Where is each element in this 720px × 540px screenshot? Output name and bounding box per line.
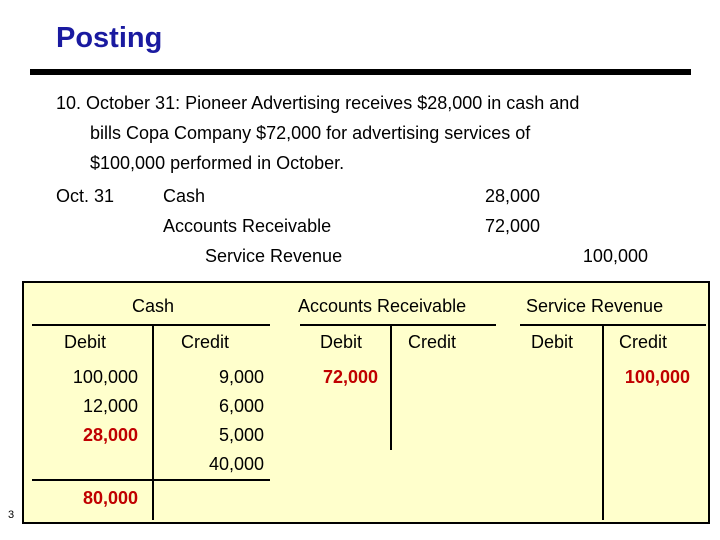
cash-debit-2: 12,000 <box>82 396 138 416</box>
je-date: Oct. 31 <box>56 186 115 206</box>
ar-t-bar <box>300 324 496 326</box>
problem-line-2: bills Copa Company $72,000 for advertising services of <box>90 123 531 143</box>
cash-debit-label: Debit <box>64 332 107 352</box>
t-accounts-panel <box>22 281 710 524</box>
je-debit-1: 28,000 <box>484 186 540 206</box>
ar-debit-label: Debit <box>320 332 363 352</box>
ar-t-stem <box>390 324 392 450</box>
cash-credit-2: 6,000 <box>218 396 264 416</box>
problem-line-3: $100,000 performed in October. <box>90 153 345 173</box>
cash-balance: 80,000 <box>82 488 138 508</box>
cash-t-bar <box>32 324 270 326</box>
sr-debit-label: Debit <box>531 332 574 352</box>
cash-debit-3-posted: 28,000 <box>82 425 138 445</box>
sr-credit-1-posted: 100,000 <box>624 367 690 387</box>
cash-credit-3: 5,000 <box>218 425 264 445</box>
cash-credit-4: 40,000 <box>208 454 264 474</box>
cash-credit-1: 9,000 <box>218 367 264 387</box>
cash-debit-1: 100,000 <box>72 367 138 387</box>
title-rule <box>30 69 691 75</box>
ar-credit-label: Credit <box>408 332 457 352</box>
sr-t-stem <box>602 324 604 520</box>
problem-statement <box>56 88 579 178</box>
je-account-2: Accounts Receivable <box>163 216 332 236</box>
cash-t-stem <box>152 324 154 520</box>
slide-title: Posting <box>56 22 163 54</box>
je-account-3: Service Revenue <box>205 246 343 266</box>
cash-account-title: Cash <box>132 296 175 316</box>
ar-debit-1-posted: 72,000 <box>322 367 378 387</box>
je-credit-3: 100,000 <box>582 246 648 266</box>
sr-credit-label: Credit <box>619 332 668 352</box>
slide-number: 3 <box>8 509 15 521</box>
cash-credit-label: Credit <box>181 332 230 352</box>
sr-t-bar <box>520 324 706 326</box>
ar-account-title: Accounts Receivable <box>298 296 467 316</box>
problem-line-1: 10. October 31: Pioneer Advertising receives $28,000 in cash and <box>56 93 580 113</box>
sr-account-title: Service Revenue <box>526 296 664 316</box>
cash-total-rule <box>32 479 270 481</box>
je-account-1: Cash <box>163 186 206 206</box>
je-debit-2: 72,000 <box>484 216 540 236</box>
